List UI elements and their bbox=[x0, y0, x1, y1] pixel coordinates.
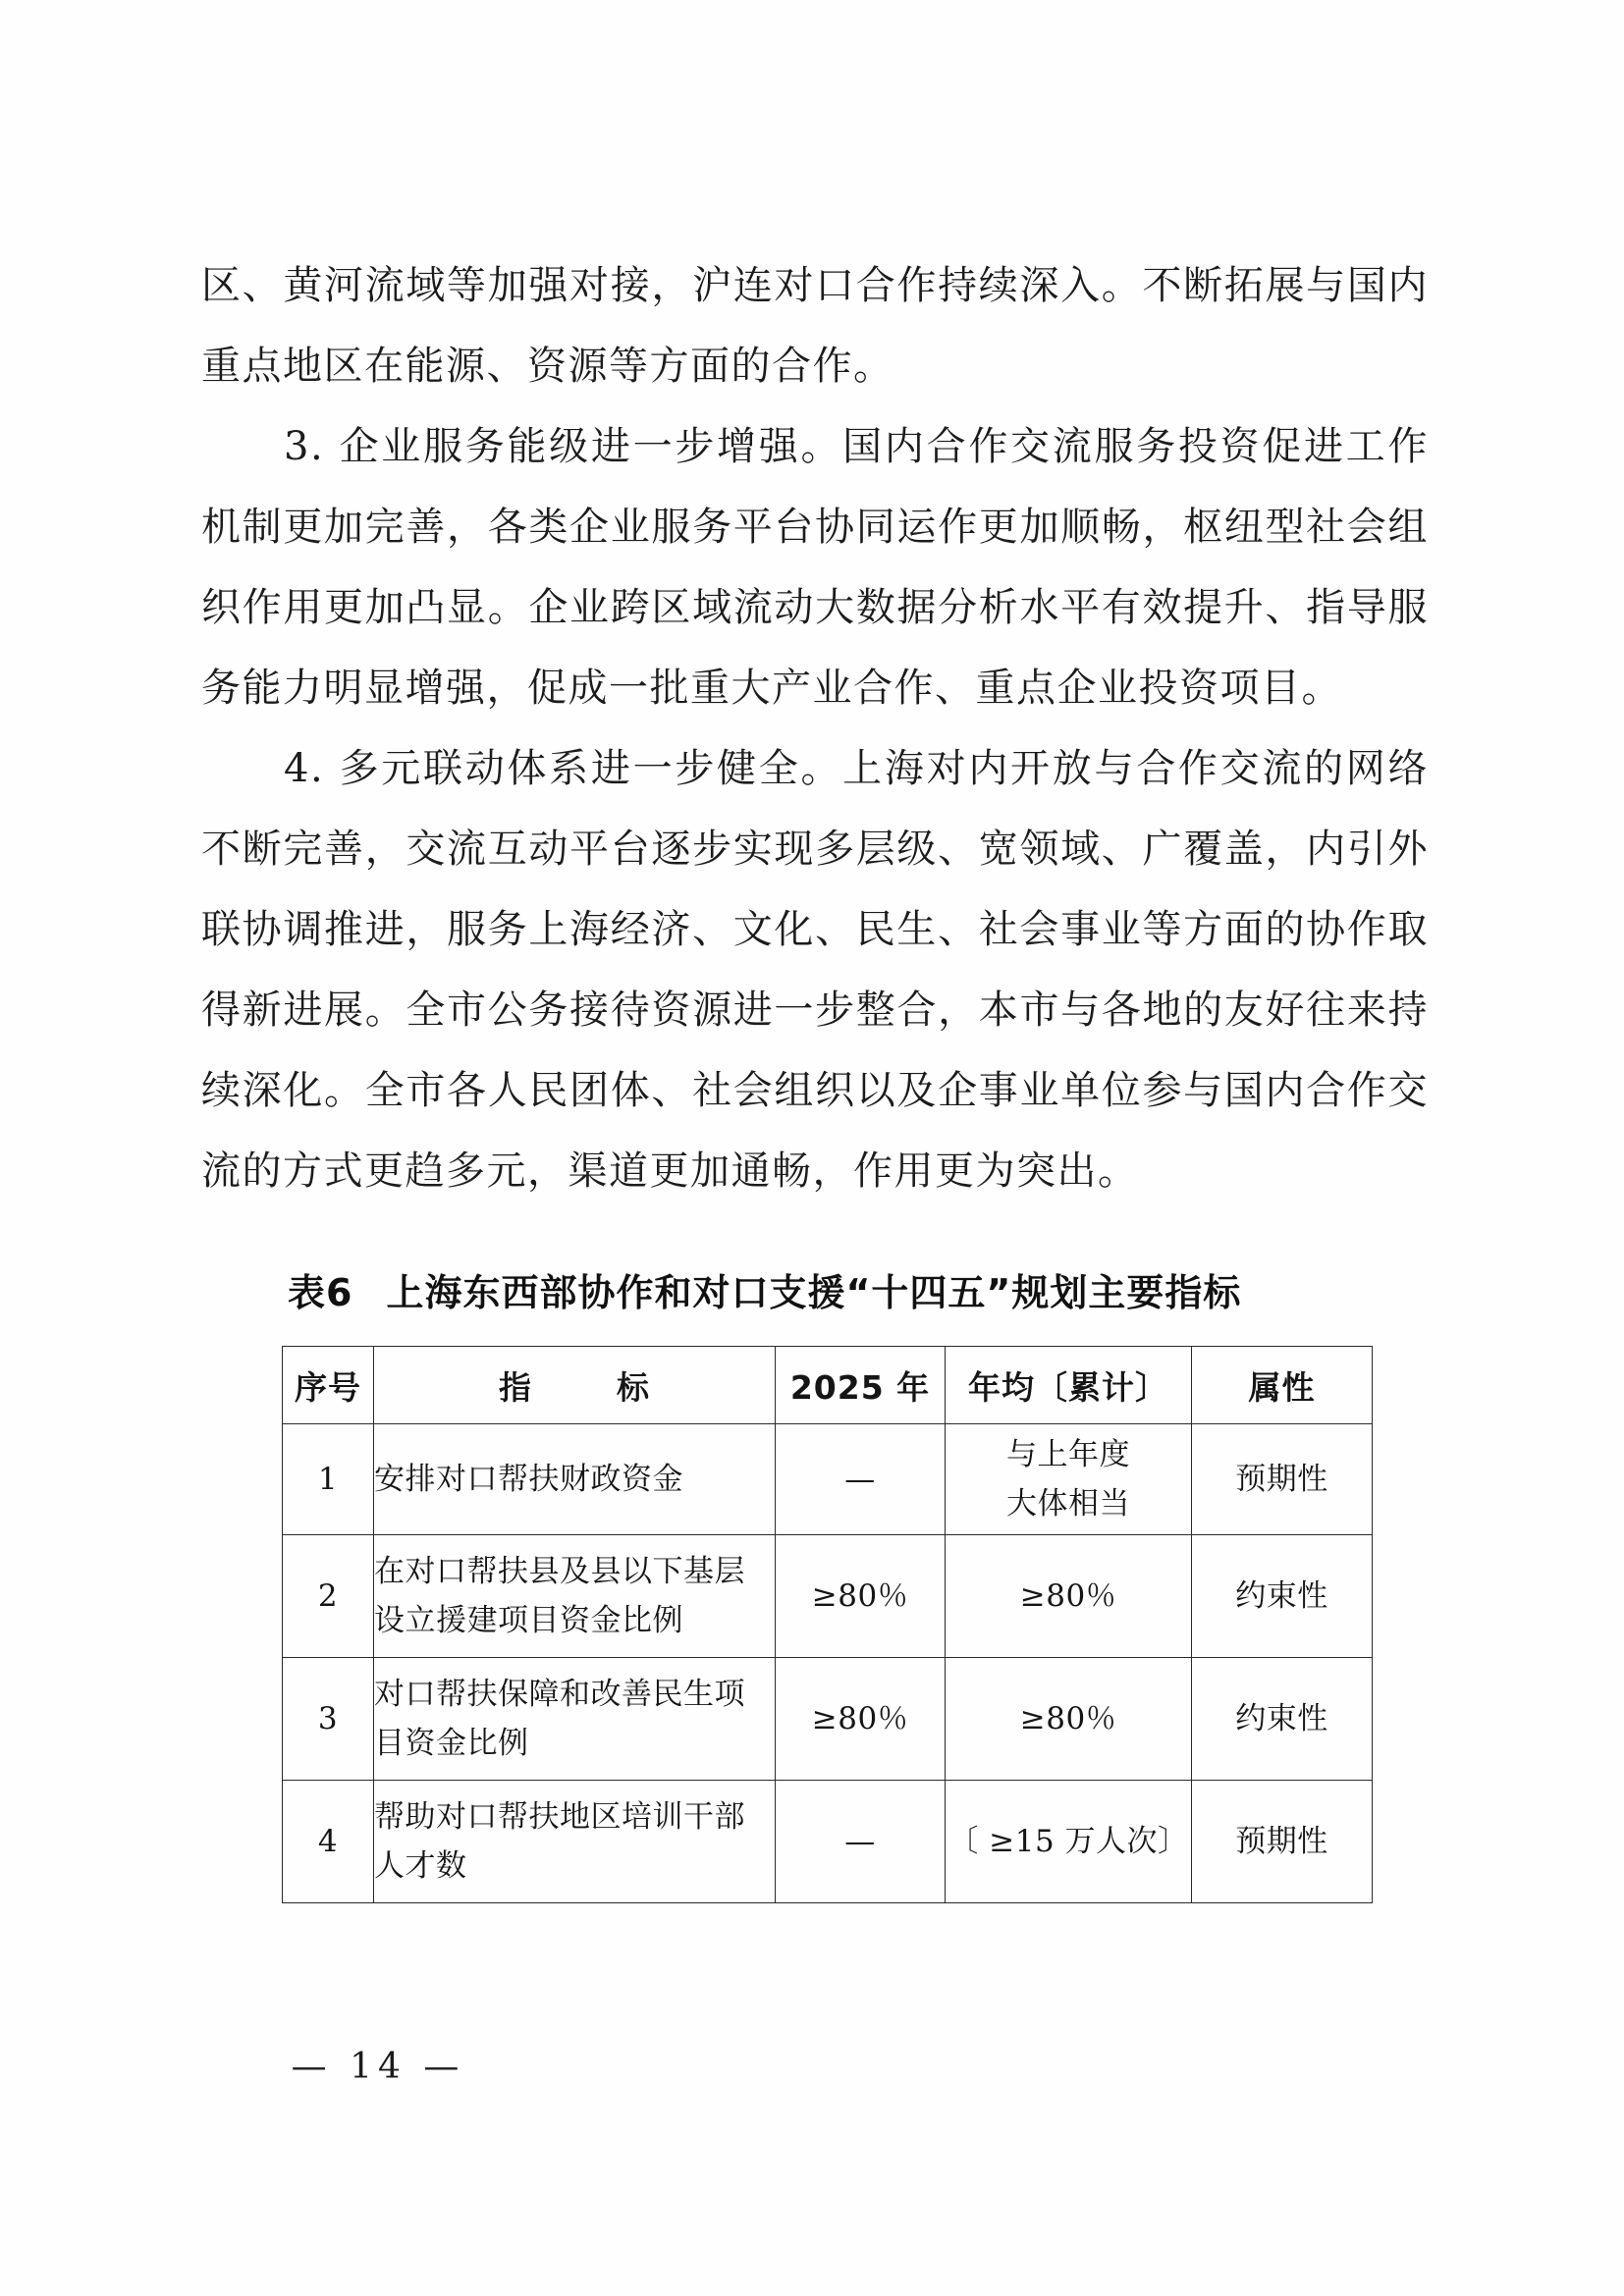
header-indicator bbox=[374, 1347, 776, 1424]
cell-year-2025: ≥80％ bbox=[776, 1535, 946, 1658]
cell-indicator bbox=[374, 1424, 776, 1535]
cell-year-2025: ≥80％ bbox=[776, 1658, 946, 1781]
indicator-line: 设立援建项目资金比例 bbox=[374, 1603, 683, 1638]
header-attribute: 属性 bbox=[1192, 1347, 1373, 1424]
header-seq: 序号 bbox=[283, 1347, 374, 1424]
page-content bbox=[201, 245, 1429, 1903]
page-number: — 14 — bbox=[291, 2047, 465, 2087]
annual-avg-line: ≥80％ bbox=[1019, 1701, 1117, 1736]
table-caption-title: 上海东西部协作和对口支援“十四五”规划主要指标 bbox=[386, 1271, 1242, 1314]
cell-annual-avg bbox=[946, 1535, 1192, 1658]
paragraph-continued: 区、黄河流域等加强对接，沪连对口合作持续深入。不断拓展与国内重点地区在能源、资源等方面的合作。 bbox=[201, 263, 1429, 389]
indicator-line: 人才数 bbox=[374, 1848, 467, 1884]
cell-indicator bbox=[374, 1658, 776, 1781]
cell-annual-avg bbox=[946, 1658, 1192, 1781]
table-row bbox=[283, 1781, 1373, 1903]
annual-avg-line: 与上年度 bbox=[1006, 1437, 1130, 1472]
header-annual-avg: 年均〔累计〕 bbox=[946, 1347, 1192, 1424]
cell-seq: 2 bbox=[283, 1535, 374, 1658]
annual-avg-line: ≥80％ bbox=[1019, 1578, 1117, 1614]
table-container bbox=[201, 1346, 1429, 1903]
cell-indicator bbox=[374, 1781, 776, 1903]
table-caption-label: 表6 bbox=[288, 1271, 353, 1314]
annual-avg-line: 〔 ≥15 万人次〕 bbox=[947, 1824, 1189, 1859]
paragraph-item-4: 4. 多元联动体系进一步健全。上海对内开放与合作交流的网络不断完善，交流互动平台逐步实现多层级、宽领域、广覆盖，内引外联协调推进，服务上海经济、文化、民生、社会事业等方面的协作取得新进展。全市公务接待资源进一步整合，本市与各地的友好往来持续深化。全市各人民团体、社会组织以及企事业单位参与国内合作交流的方式更趋多元，渠道更加通畅，作用更为突出。 bbox=[201, 746, 1429, 1194]
table-caption bbox=[201, 1262, 1429, 1316]
cell-annual-avg bbox=[946, 1781, 1192, 1903]
cell-attribute: 约束性 bbox=[1192, 1658, 1373, 1781]
header-indicator-char-2: 标 bbox=[617, 1367, 650, 1407]
paragraph-item-3: 3. 企业服务能级进一步增强。国内合作交流服务投资促进工作机制更加完善，各类企业服务平台协同运作更加顺畅，枢纽型社会组织作用更加凸显。企业跨区域流动大数据分析水平有效提升、指导服务能力明显增强，促成一批重大产业合作、重点企业投资项目。 bbox=[201, 424, 1429, 711]
cell-seq: 4 bbox=[283, 1781, 374, 1903]
cell-attribute: 预期性 bbox=[1192, 1424, 1373, 1535]
table-row bbox=[283, 1535, 1373, 1658]
indicator-line: 安排对口帮扶财政资金 bbox=[374, 1462, 683, 1497]
cell-indicator bbox=[374, 1535, 776, 1658]
cell-seq: 1 bbox=[283, 1424, 374, 1535]
annual-avg-line: 大体相当 bbox=[1006, 1486, 1130, 1522]
header-indicator-char-1: 指 bbox=[499, 1367, 532, 1407]
cell-attribute: 约束性 bbox=[1192, 1535, 1373, 1658]
indicator-line: 帮助对口帮扶地区培训干部 bbox=[374, 1799, 745, 1835]
cell-seq: 3 bbox=[283, 1658, 374, 1781]
cell-year-2025: — bbox=[776, 1424, 946, 1535]
table-row bbox=[283, 1424, 1373, 1535]
metrics-table bbox=[282, 1346, 1373, 1903]
table-row bbox=[283, 1658, 1373, 1781]
table-header-row bbox=[283, 1347, 1373, 1424]
cell-year-2025: — bbox=[776, 1781, 946, 1903]
indicator-line: 对口帮扶保障和改善民生项 bbox=[374, 1677, 745, 1712]
cell-attribute: 预期性 bbox=[1192, 1781, 1373, 1903]
cell-annual-avg bbox=[946, 1424, 1192, 1535]
indicator-line: 在对口帮扶县及县以下基层 bbox=[374, 1554, 745, 1589]
header-year-2025: 2025 年 bbox=[776, 1347, 946, 1424]
indicator-line: 目资金比例 bbox=[374, 1726, 529, 1761]
